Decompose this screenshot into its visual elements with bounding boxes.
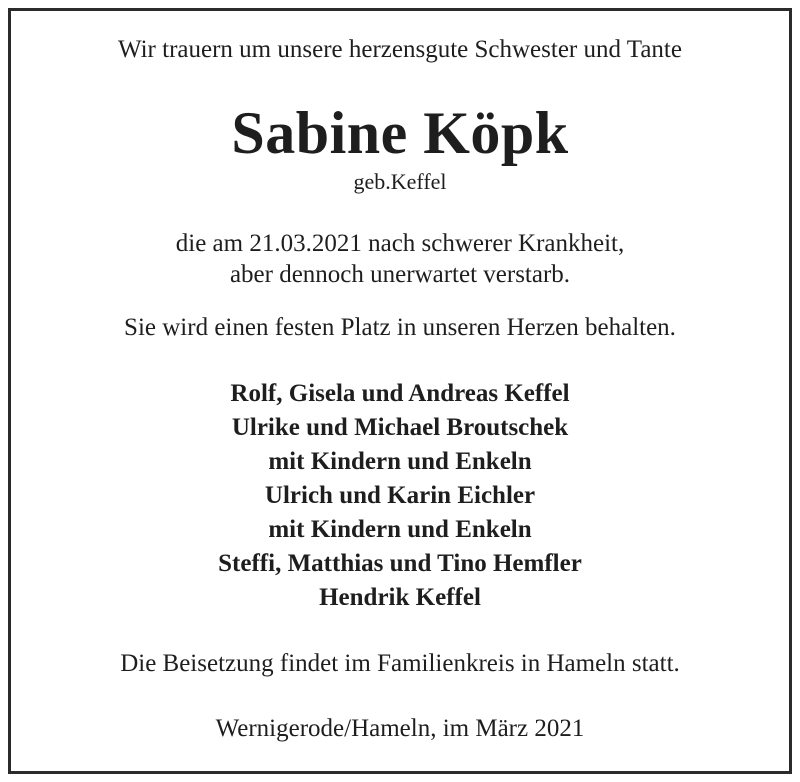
obituary-notice [8,8,792,774]
mourners-list [11,377,789,615]
funeral-info: Die Beisetzung findet im Familienkreis in Hameln statt. [120,650,680,677]
memorial-quote: Sie wird einen festen Platz in unseren Herzen behalten. [124,314,676,341]
birth-name: geb.Keffel [353,169,447,194]
mourner-line: Hendrik Keffel [319,584,481,611]
place-date: Wernigerode/Hameln, im März 2021 [215,715,585,742]
death-text-line-1: die am 21.03.2021 nach schwerer Krankheit, [175,230,625,257]
intro-text: Wir trauern um unsere herzensgute Schwester und Tante [118,36,682,63]
mourner-line: Steffi, Matthias und Tino Hemfler [218,550,582,577]
mourner-line: Rolf, Gisela und Andreas Keffel [230,380,570,407]
deceased-name: Sabine Köpk [231,100,569,166]
mourner-line: mit Kindern und Enkeln [268,516,532,543]
mourner-line: Ulrike und Michael Broutschek [231,414,569,441]
death-text-line-2: aber dennoch unerwartet verstarb. [229,261,571,288]
mourner-line: Ulrich und Karin Eichler [264,482,536,509]
mourner-line: mit Kindern und Enkeln [268,448,532,475]
